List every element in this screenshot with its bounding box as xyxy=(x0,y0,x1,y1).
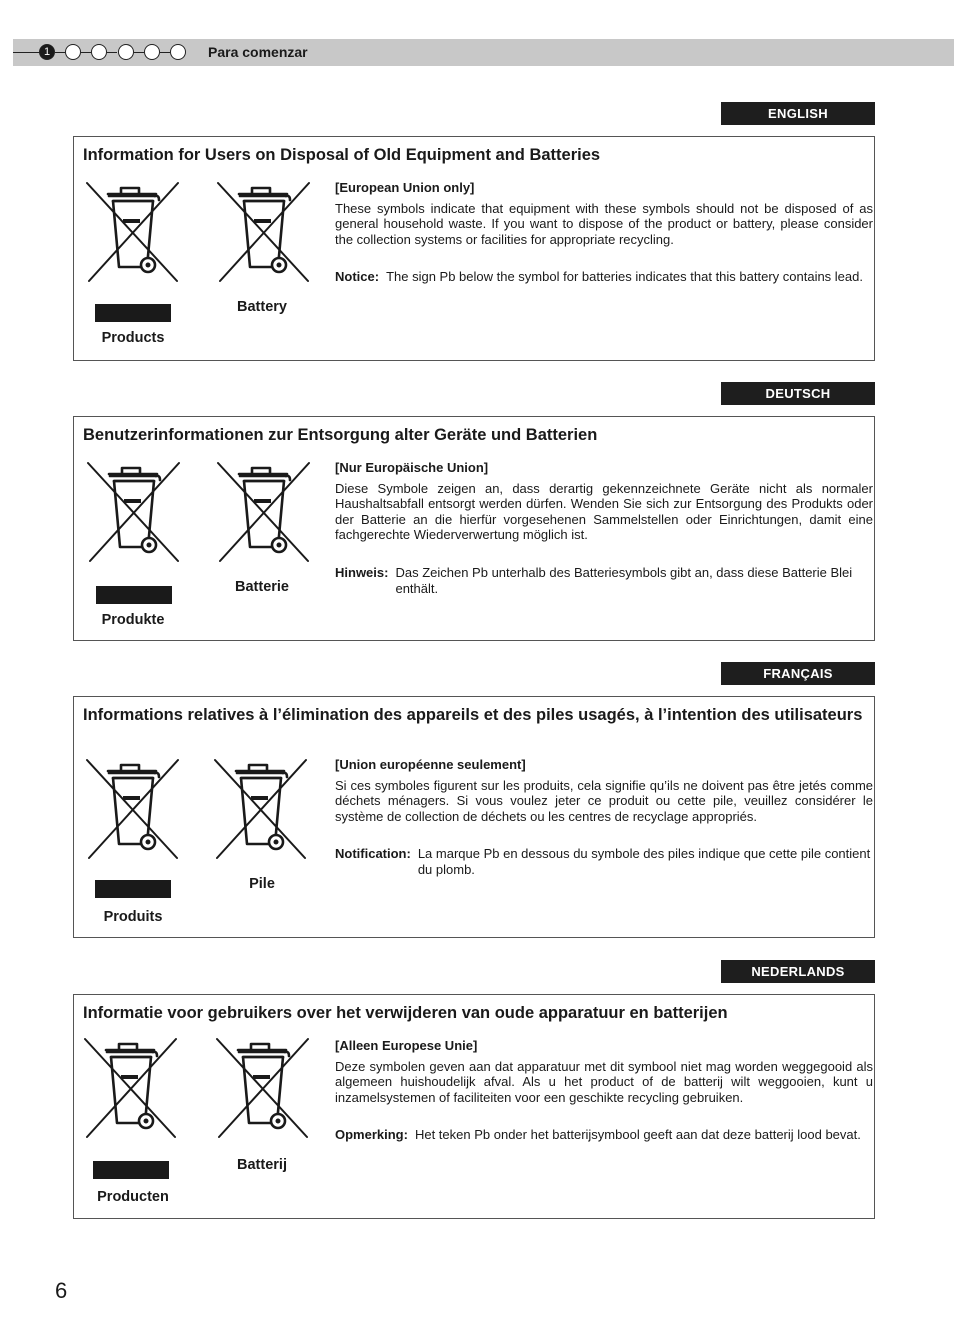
products-marking-bar xyxy=(95,304,171,322)
battery-label: Battery xyxy=(237,299,287,315)
crossed-out-bin-icon xyxy=(211,758,311,862)
products-marking-bar xyxy=(96,586,172,604)
step-connector xyxy=(107,52,117,53)
crossed-out-bin-icon xyxy=(83,758,183,862)
products-label: Products xyxy=(101,330,165,346)
section-title: Information for Users on Disposal of Old Equipment and Batteries xyxy=(83,146,601,164)
notice-row xyxy=(335,846,873,877)
step-circle xyxy=(91,44,107,60)
language-tab-deutsch: DEUTSCH xyxy=(721,382,875,405)
crossed-out-bin-icon xyxy=(84,461,184,565)
crossed-out-bin-icon xyxy=(214,181,314,285)
products-marking-bar xyxy=(93,1161,169,1179)
section-title: Informations relatives à l’élimination des appareils et des piles usagés, à l’intention des utilisateurs xyxy=(83,706,863,724)
notice-row xyxy=(335,269,873,285)
notice-row xyxy=(335,1127,873,1143)
notice-label: Notice: xyxy=(335,269,380,285)
crossed-out-bin-icon xyxy=(214,461,314,565)
page-number: 6 xyxy=(55,1278,68,1303)
step-circle xyxy=(118,44,134,60)
eu-heading: [Union européenne seulement] xyxy=(335,757,526,772)
notice-row xyxy=(335,565,873,596)
text-column xyxy=(335,757,873,878)
language-tab-francais: FRANÇAIS xyxy=(721,662,875,685)
step-connector xyxy=(55,52,65,53)
notice-text: La marque Pb en dessous du symbole des piles indique que cette pile contient du plomb. xyxy=(417,846,871,877)
header-title: Para comenzar xyxy=(208,44,308,60)
notice-text: Het teken Pb onder het batterijsymbool geeft aan dat deze batterij lood bevat. xyxy=(414,1127,861,1143)
step-connector xyxy=(160,52,170,53)
section-english xyxy=(73,136,875,361)
products-label: Producten xyxy=(97,1189,169,1205)
eu-body: Deze symbolen geven aan dat apparatuur met dit symbool niet mag worden weggegooid als algemeen huishoudelijk afval. Als u het product of de batterij wilt weggooien, kunt u inzamelsystemen of faciliteiten voor een geschikte recycling gebruiken. xyxy=(335,1058,873,1105)
crossed-out-bin-icon xyxy=(81,1037,181,1141)
step-circle xyxy=(144,44,160,60)
step-connector xyxy=(134,52,144,53)
products-label: Produkte xyxy=(101,612,165,628)
crossed-out-bin-icon xyxy=(83,181,183,285)
section-francais xyxy=(73,696,875,938)
eu-body: These symbols indicate that equipment with these symbols should not be disposed of as general household waste. If you want to dispose of the product or battery, please consider the collection systems or facilities for appropriate recycling. xyxy=(335,200,873,247)
section-title: Benutzerinformationen zur Entsorgung alter Geräte und Batterien xyxy=(83,426,598,444)
notice-text: The sign Pb below the symbol for batteries indicates that this battery contains lead. xyxy=(386,269,863,285)
products-label: Produits xyxy=(103,909,163,925)
eu-body: Diese Symbole zeigen an, dass derartig gekennzeichnete Geräte nicht als normaler Haushaltsabfall entsorgt werden dürfen. Wenden Sie sich zur Entsorgung des Produkts oder der Batterie an die hierfür vorgesehenen Sammelstellen oder Einrichtungen, damit eine fachgerechte Wiederverwertung möglich ist. xyxy=(335,480,873,543)
battery-label: Batterie xyxy=(235,579,289,595)
section-nederlands xyxy=(73,994,875,1219)
products-marking-bar xyxy=(95,880,171,898)
step-connector xyxy=(81,52,91,53)
language-tab-nederlands: NEDERLANDS xyxy=(721,960,875,983)
eu-heading: [Nur Europäische Union] xyxy=(335,460,489,475)
text-column xyxy=(335,180,873,285)
section-title: Informatie voor gebruikers over het verwijderen van oude apparatuur en batterijen xyxy=(83,1004,728,1022)
notice-text: Das Zeichen Pb unterhalb des Batteriesymbols gibt an, dass diese Batterie Blei enthält. xyxy=(395,564,853,596)
notice-label: Notification: xyxy=(335,846,411,862)
crossed-out-bin-icon xyxy=(213,1037,313,1141)
battery-label: Batterij xyxy=(237,1157,287,1173)
eu-heading: [European Union only] xyxy=(335,180,475,195)
notice-label: Hinweis: xyxy=(335,564,389,580)
eu-body: Si ces symboles figurent sur les produits, cela signifie qu’ils ne doivent pas être jetés comme déchets ménagers. Si vous voulez jeter ce produit ou cette pile, veuillez considérer le système de collection de déchets ou les centres de recyclage appropriés. xyxy=(335,777,873,824)
step-circle xyxy=(65,44,81,60)
language-tab-english: ENGLISH xyxy=(721,102,875,125)
eu-heading: [Alleen Europese Unie] xyxy=(335,1038,478,1053)
text-column xyxy=(335,460,873,596)
battery-label: Pile xyxy=(249,876,275,892)
step-circle-current: 1 xyxy=(39,44,55,60)
step-circle xyxy=(170,44,186,60)
section-deutsch xyxy=(73,416,875,641)
text-column xyxy=(335,1038,873,1143)
notice-label: Opmerking: xyxy=(335,1127,408,1143)
